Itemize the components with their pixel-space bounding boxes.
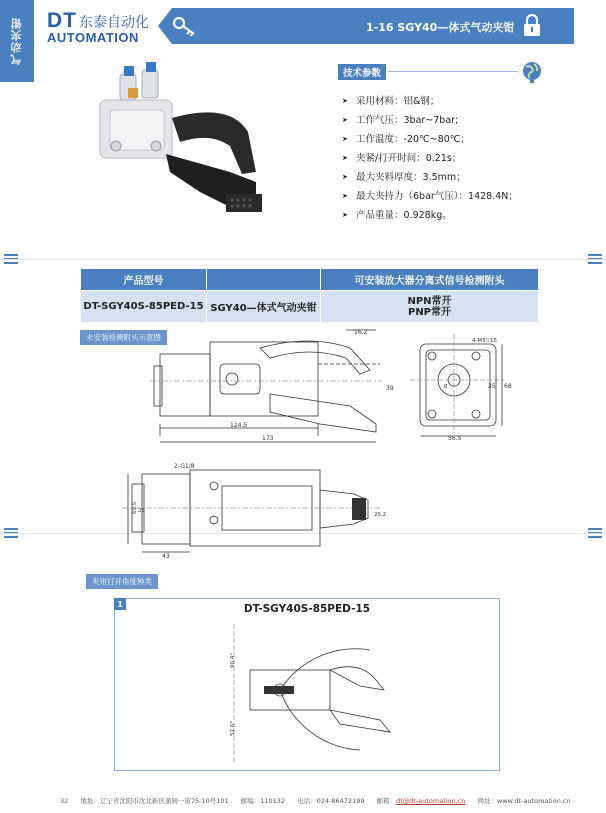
lock-icon — [522, 13, 542, 37]
col-header-sensor: 可安装放大器分离式信号检测附头 — [321, 269, 539, 291]
param-item: ➤ 夹紧/打开时间：0.21s； — [342, 153, 462, 164]
footer-phone: 电话：024-86472199 — [297, 797, 365, 805]
logo-dt: DT — [47, 9, 77, 32]
svg-text:52.6°: 52.6° — [230, 721, 236, 736]
footer-email-label: 邮箱： — [376, 797, 397, 805]
product-image — [80, 62, 280, 232]
svg-text:43: 43 — [162, 553, 170, 560]
cell-sensor — [321, 291, 539, 323]
logo-automation: AUTOMATION — [47, 30, 139, 45]
svg-text:4-M5▽15: 4-M5▽15 — [472, 338, 497, 344]
dim-label: 124.5 — [230, 422, 248, 429]
spec-table — [80, 268, 539, 323]
angle-caption: 夹钳打开角度种类 — [86, 574, 158, 589]
params-divider — [388, 71, 518, 72]
col-header-model: 产品型号 — [81, 269, 207, 291]
key-icon — [172, 14, 198, 38]
footer-email-link[interactable]: dt@dt-automation.cn — [396, 797, 466, 805]
dim-label: 173 — [262, 435, 274, 442]
side-view-drawing — [150, 324, 394, 454]
logo-cn: 东泰自动化 — [79, 15, 149, 31]
param-item: ➤ 工作温度：-20℃~80℃； — [342, 134, 470, 145]
tech-params-list — [342, 92, 518, 225]
footer-address: 地址：辽宁省沈阳市沈北新区蒲园一街75-10号101 — [80, 797, 229, 805]
table-row — [81, 291, 539, 323]
svg-text:90.4°: 90.4° — [230, 653, 236, 668]
page-footer — [60, 796, 581, 805]
svg-text:25.2: 25.2 — [374, 512, 387, 518]
section-divider — [0, 259, 606, 260]
page-number: 32 — [60, 797, 69, 805]
svg-text:56.5: 56.5 — [448, 435, 462, 442]
top-view-drawing — [122, 460, 392, 560]
param-item: ➤ 最大夹持力（6bar气压）：1428.4N； — [342, 191, 518, 202]
company-logo — [47, 9, 149, 45]
angle-drawing — [220, 620, 410, 768]
svg-text:8: 8 — [444, 384, 448, 390]
variant-title: DT-SGY40S-85PED-15 — [243, 603, 371, 615]
cell-model: DT-SGY40S-85PED-15 — [81, 291, 207, 323]
param-item: ➤ 工作气压：3bar~7bar; — [342, 115, 459, 126]
cell-name: SGY40—体式气动夹钳 — [207, 291, 321, 323]
page-title: 1-16 SGY40—体式气动夹钳 — [366, 21, 515, 34]
svg-text:28: 28 — [138, 508, 145, 514]
side-category-tab — [0, 0, 34, 82]
end-view-drawing — [408, 330, 518, 442]
param-item: ➤ 采用材料：铝&钢； — [342, 96, 440, 107]
svg-text:68: 68 — [504, 383, 512, 390]
svg-text:35: 35 — [488, 383, 496, 390]
dim-label: 39 — [386, 385, 394, 392]
param-item: ➤ 产品重量：0.928kg。 — [342, 210, 452, 221]
svg-text:2-G1/8: 2-G1/8 — [174, 463, 195, 470]
sensor-pnp: PNP常开 — [407, 306, 452, 318]
col-header-name — [207, 269, 321, 291]
sensor-npn: NPN常开 — [407, 295, 452, 307]
side-tab-label: 气动夹钳 — [10, 17, 23, 65]
footer-web[interactable]: 网址：www.dt-automation.cn — [477, 797, 571, 805]
footer-zip: 邮编：110132 — [240, 797, 286, 805]
variant-number: 1 — [114, 598, 126, 610]
dim-label: 16.2 — [354, 329, 368, 336]
svg-text:69.5: 69.5 — [132, 501, 138, 514]
tech-params-badge: 技术参数 — [338, 64, 386, 80]
drawing-caption: 未安装检测附头示意图 — [80, 330, 167, 345]
globe-icon — [520, 60, 544, 84]
param-item: ➤ 最大夹料厚度：3.5mm； — [342, 172, 466, 183]
